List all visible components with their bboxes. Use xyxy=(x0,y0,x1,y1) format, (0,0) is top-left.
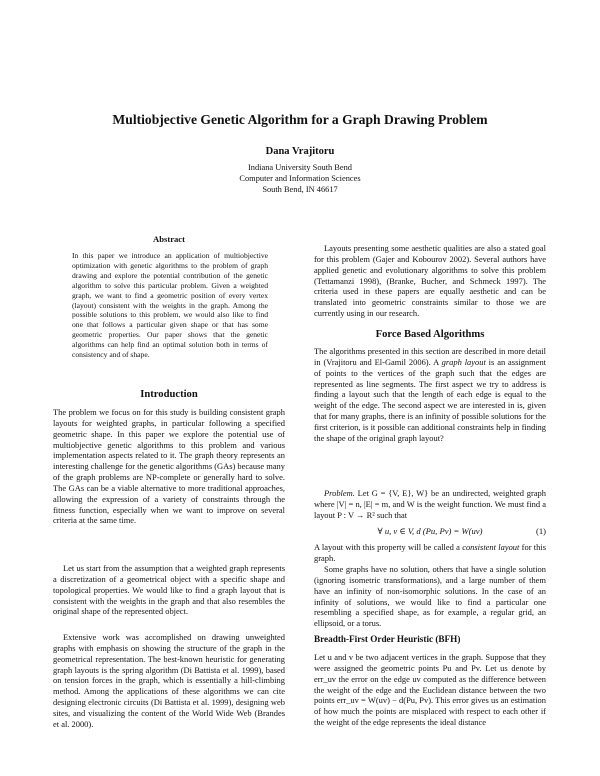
equation-number: (1) xyxy=(535,526,546,536)
abstract-text: In this paper we introduce an application of multiobjective optimization with genetic algorithms to the problem of graph drawing and explore the potential contribution of the genetic algorithm to solve this particular problem. Given a weighted graph, we want to find a geometric position of every vertex (layout) consistent with the weights in the graph. Among the possible solutions to this problem, we would also like to find one that follows a particular given shape or that has some geometric properties. Our paper shows that the genetic algorithms can help find an optimal solution both in terms of consistency and of shape. xyxy=(72,251,268,360)
introduction-heading: Introduction xyxy=(140,389,198,400)
intro-paragraph-2: Let us start from the assumption that a weighted graph represents a discretization of a geometrical object with a specific shape and topological properties. We would like to find a graph layout that is consistent with the weights in the graph and that also resembles the original shape of the represented object. xyxy=(53,563,285,617)
affiliation-line-3: South Bend, IN 46617 xyxy=(262,185,338,194)
author-name: Dana Vrajitoru xyxy=(265,146,335,157)
intro-paragraph-1: The problem we focus on for this study is building consistent graph layouts for weighted graphs, in particular following a specified geometric shape. In this paper we explore the potential use of multiobjective genetic algorithms to this problem and various implementation aspects related to it. The graph theory represents an interesting challenge for the genetic algorithms (GAs) because many of the graph problems are NP-complete or generally hard to solve. The GAs can be a viable alternative to more traditional approaches, allowing the expression of a variety of constraints through the fitness function, especially when we want to improve on several criteria at the same time. xyxy=(53,407,285,526)
abstract-heading: Abstract xyxy=(153,234,185,244)
bfh-paragraph: Let u and v be two adjacent vertices in the graph. Suppose that they were assigned the geometric points Pu and Pv. Let us denote by err_uv the error on the edge uv computed as the difference between the weight of the edge and the Euclidean distance between the two points err_uv = W(uv) − d(Pu, Pv). This error gives us an estimation of how much the points are misplaced with respect to each other if the weight of the edge represents the ideal distance xyxy=(314,652,546,728)
force-based-heading: Force Based Algorithms xyxy=(375,329,485,340)
problem-paragraph: Problem. Let G = {V, E}, W} be an undirected, weighted graph where |V| = n, |E| = m, and W is the weight function. We must find a layout P : V → R² such that xyxy=(314,488,546,520)
problem-label: Problem. xyxy=(324,488,355,498)
right-intro-paragraph: Layouts presenting some aesthetic qualities are also a stated goal for this problem (Gajer and Kobourov 2002). Several authors have applied genetic and evolutionary algorithms to solve this problem (Tettamanzi 1998), (Branke, Bucher, and Schmeck 1997). The criteria used in these papers are equally aesthetic and can be translated into geometric constraints similar to those we are currently using in our research. xyxy=(314,243,546,319)
consistent-layout-paragraph: A layout with this property will be called a consistent layout for this graph. xyxy=(314,542,546,563)
affiliation-line-2: Computer and Information Sciences xyxy=(239,174,361,183)
paper-title: Multiobjective Genetic Algorithm for a Graph Drawing Problem xyxy=(112,112,488,127)
force-based-paragraph-1: The algorithms presented in this section are described in more detail in (Vrajitoru and El-Gamil 2006). A graph layout is an assignment of points to the vertices of the graph such that the edges are represented as line segments. The first aspect we try to address is finding a layout such that the length of each edge is equal to the weight of the edge. The second aspect we are interested in is, given that for many graphs, there is an infinity of possible solutions for the first criterion, is it possible can additional constraints help in finding the shape of the original graph layout? xyxy=(314,346,547,443)
solutions-paragraph: Some graphs have no solution, others that have a single solution (ignoring isometric transformations), and a large number of them have an infinity of non-isomorphic solutions. In the case of an infinity of solutions, we would like to find a particular one resembling a specified shape, as for example, a regular grid, an ellipsoid, or a torus. xyxy=(314,564,546,629)
intro-paragraph-3: Extensive work was accomplished on drawing unweighted graphs with emphasis on showing the structure of the graph in the geometrical representation. The best-known heuristic for generating graph layouts is the spring algorithm (Di Battista et al. 1999), based on tension forces in the graph, which is essentially a hill-climbing method. Among the applications of these algorithms we can cite designing electronic circuits (Di Battista et al. 1999), designing web sites, and visualizing the content of the World Wide Web (Brandes et al. 2000). xyxy=(53,632,285,729)
bfh-heading: Breadth-First Order Heuristic (BFH) xyxy=(314,634,461,644)
affiliation-line-1: Indiana University South Bend xyxy=(248,163,352,172)
equation-text: ∀ u, v ∈ V, d (Pu, Pv) = W(uv) xyxy=(377,526,483,536)
